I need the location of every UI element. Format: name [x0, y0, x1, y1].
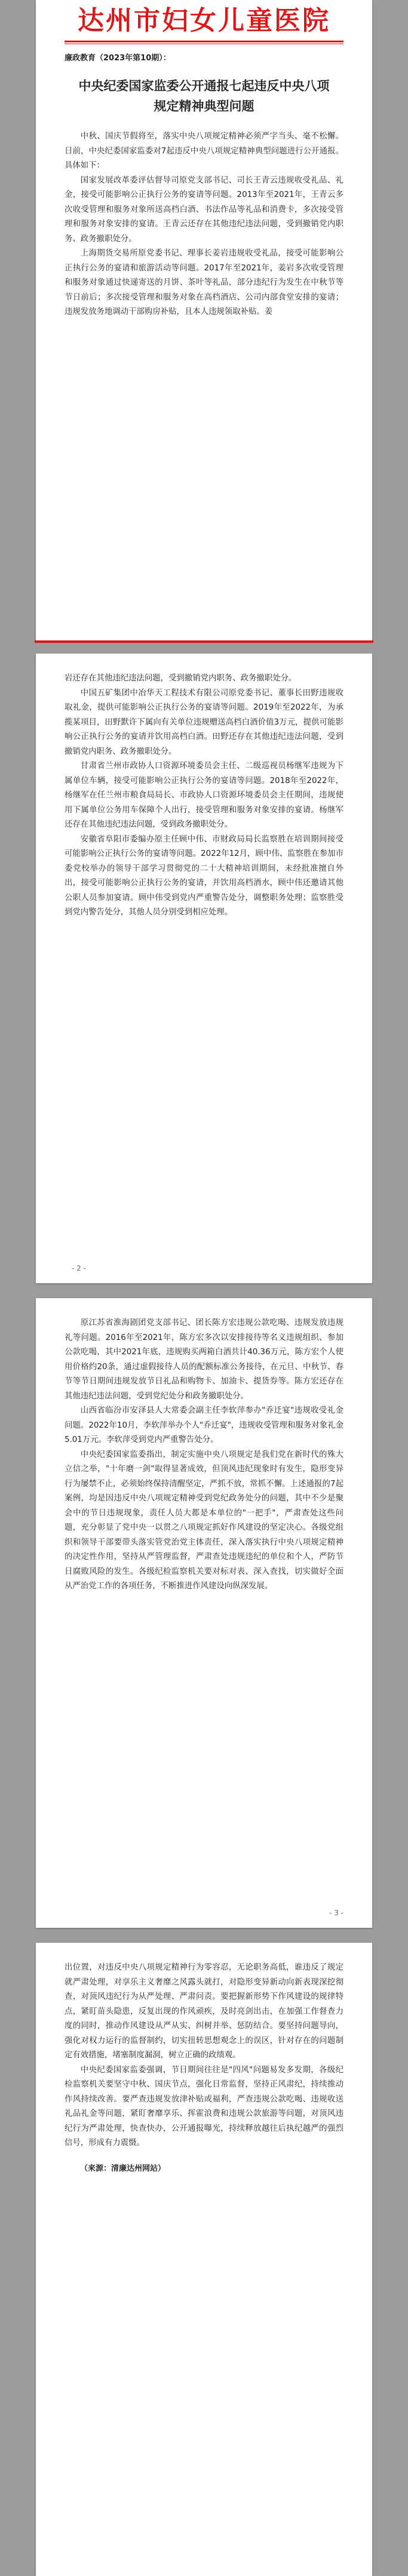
paragraph: 安徽省阜阳市委编办原主任顾中伟、市财政局局长监察胜在培训期间接受可能影响公正执行公务的宴请等问题。2022年12月，顾中伟、监察胜在参加市委党校举办的领导干部学习贯彻党的二十大精神培训期间，未经批准擅自外出，接受可能影响公正执行公务的宴请，并饮用高档酒水，顾中伟还邀请其他公职人员参加宴请。顾中伟受到党内严重警告处分，调整职务处理；监察胜受到党内警告处分，其他人员分别受到相应处理。 [65, 834, 343, 917]
paragraph: 中国五矿集团中冶华天工程技术有限公司原党委书记、董事长田野违规收取礼金，提供可能影响公正执行公务的宴请等问题。2019年至2022年，为承揽某项目，田野默许下属向有关单位违规赠送高档白酒价值3万元，提供可能影响公正执行公务的宴请并饮用高档白酒。田野还存在其他违纪违法问题，受到撤销党内职务、政务撤职处分。 [65, 688, 343, 756]
page-number: - 2 - [72, 1264, 86, 1272]
paragraph: 岩还存在其他违纪违法问题，受到撤销党内职务、政务撤职处分。 [65, 674, 297, 683]
paragraph: 中央纪委国家监委指出，制定实施中央八项规定是我们党在新时代的殊大立信之举，"十年磨一剑"取得显著成效，但顶风违纪现象时有发生，隐形变异行为屡禁不止，必须始终保持清醒坚定，严抓不放，常抓不懈。上述通报的7起案例，均是因违反中央八项规定精神受到党纪政务处分的问题，其中不少是聚会中的节日违规现象，责任人员大都是本单位的"一把手"，严肃查处这些问题，充分彰显了党中央一以贯之八项规定抓好作风建设的坚定决心。各级党组织和领导干部要带头落实管党治党主体责任，深入落实执行中央八项规定精神的决定性作用，坚持从严管理监督，严肃查处违规违纪的单位和个人，严防节日腐败风险的发生。各级纪检监察机关要对标对表、深入查找，切实做好全面从严治党工作的各项任务，不断推进作风建设向纵深发展。 [65, 1450, 343, 1591]
footer-divider [35, 640, 373, 643]
document-page-4 [36, 1943, 372, 2576]
paragraph: 上海期货交易所原党委书记、理事长姜岩违规收受礼品，接受可能影响公正执行公务的宴请和旅游活动等问题。2017年至2021年，姜岩多次收受管理和服务对象通过快递寄送的月饼、茶叶等礼品，部分违纪行为发生在中秋节等节日前后；多次接受管理和服务对象在高档酒店、公司内部食堂安排的宴请；违规发放务地调动干部购房补贴，且本人违规领取补贴。姜 [65, 249, 343, 316]
paragraph: 国家发展改革委评估督导司原党支部书记、司长王青云违规收受礼品、礼金，接受可能影响公正执行公务的宴请等问题。2013年至2021年，王青云多次收受管理和服务对象所送高档白酒、书法作品等礼品和消费卡，多次接受管理和服务对象安排的宴请。王青云还存在其他违纪违法问题，受到撤销党内职务、政务撤职处分。 [65, 175, 343, 244]
page-number: - 3 - [329, 1909, 343, 1917]
paragraph: 出位置，对违反中央八项规定精神行为零容忍，无论职务高低，谁违反了规定就严肃处理，对享乐主义奢靡之风露头就打，对隐形变异新动向新表现深挖彻查，对顶风违纪行为从严处理、严肃问责。要把握新形势下作风建设的规律特点，紧盯苗头隐患，反复出现的作风顽疾，及时亮剑出击，在加强工作督查力度的同时，推动作风建设从严从实、纠树并举、惩防结合。要坚持问题导向，强化对权力运行的监督制约，切实扭转思想观念上的误区，针对存在的问题制定有效措施，堵塞制度漏洞，树立正确的政绩观。 [65, 1963, 343, 2060]
paragraph: 山西省临汾市安泽县人大常委会副主任李软萍参办"乔迁宴"违规收受礼金问题。2022年10月，李软萍举办个人"乔迁宴"，违规收受管理和服务对象礼金5.01万元。李软萍受到党内严重警告处分。 [65, 1406, 343, 1444]
document-page-2 [36, 654, 372, 1283]
paragraph: 原江苏省淮海剧团党支部书记、团长陈方宏违规公款吃喝、违规发放违规礼等问题。2016年至2021年，陈方宏多次以安排接待等名义违规组织、参加公款吃喝，其中2021年底，违规购买两箱白酒共计40.36万元，陈方宏个人使用价格约20条，通过虚假接待人员的配额标准公务接待，在元旦、中秋节、春节等节日期间违规发放节日礼品和购物卡、加油卡、提货券等。陈方宏还存在其他违纪违法问题，受到党纪处分和政务撤职处分。 [65, 1318, 343, 1401]
paragraph: 甘肃省兰州市政协人口资源环境委员会主任、二级巡视员杨继军违规为下属单位车辆，接受可能影响公正执行公务的宴请等问题。2018年至2022年，杨继军在任兰州市粮食局局长、市政协人口资源环境委员会主任期间，违规使用下属单位公务用车保障个人出行，接受管理和服务对象安排的宴请。杨继军还存在其他违纪违法问题，受到政务撤职处分。 [65, 762, 343, 829]
article-title: 中央纪委国家监委公开通报七起违反中央八项规定精神典型问题 [78, 78, 330, 113]
issue-label: 廉政教育（2023年第10期）： [65, 54, 171, 63]
paragraph: 中秋、国庆节假将至，落实中央八项规定精神必须严字当头、毫不松懈。日前，中央纪委国家监委对7起违反中央八项规定精神典型问题进行公开通报。具体如下： [65, 132, 343, 170]
document-page-1 [36, 0, 372, 642]
document-page-3 [36, 1298, 372, 1928]
source-attribution: （来源：清廉达州网站） [80, 2164, 166, 2173]
header-divider [65, 41, 343, 42]
paragraph: 中央纪委国家监委强调，节日期间往往是"四风"问题易发多发期，各级纪检监察机关要坚守中秋、国庆节点，强化日常监督，坚持正风肃纪，持续推动作风持续改善。要严查违规发放津补贴或福利，严查违规公款吃喝、违规收送礼品礼金等问题，紧盯奢靡享乐、挥霍浪费和违规公款旅游等问题，对顶风违纪行为严肃处理，快查快办，公开通报曝光，持续释放越往后执纪越严的强烈信号，形成有力震慑。 [65, 2065, 343, 2147]
org-header-title: 达州市妇女儿童医院 [78, 5, 330, 36]
